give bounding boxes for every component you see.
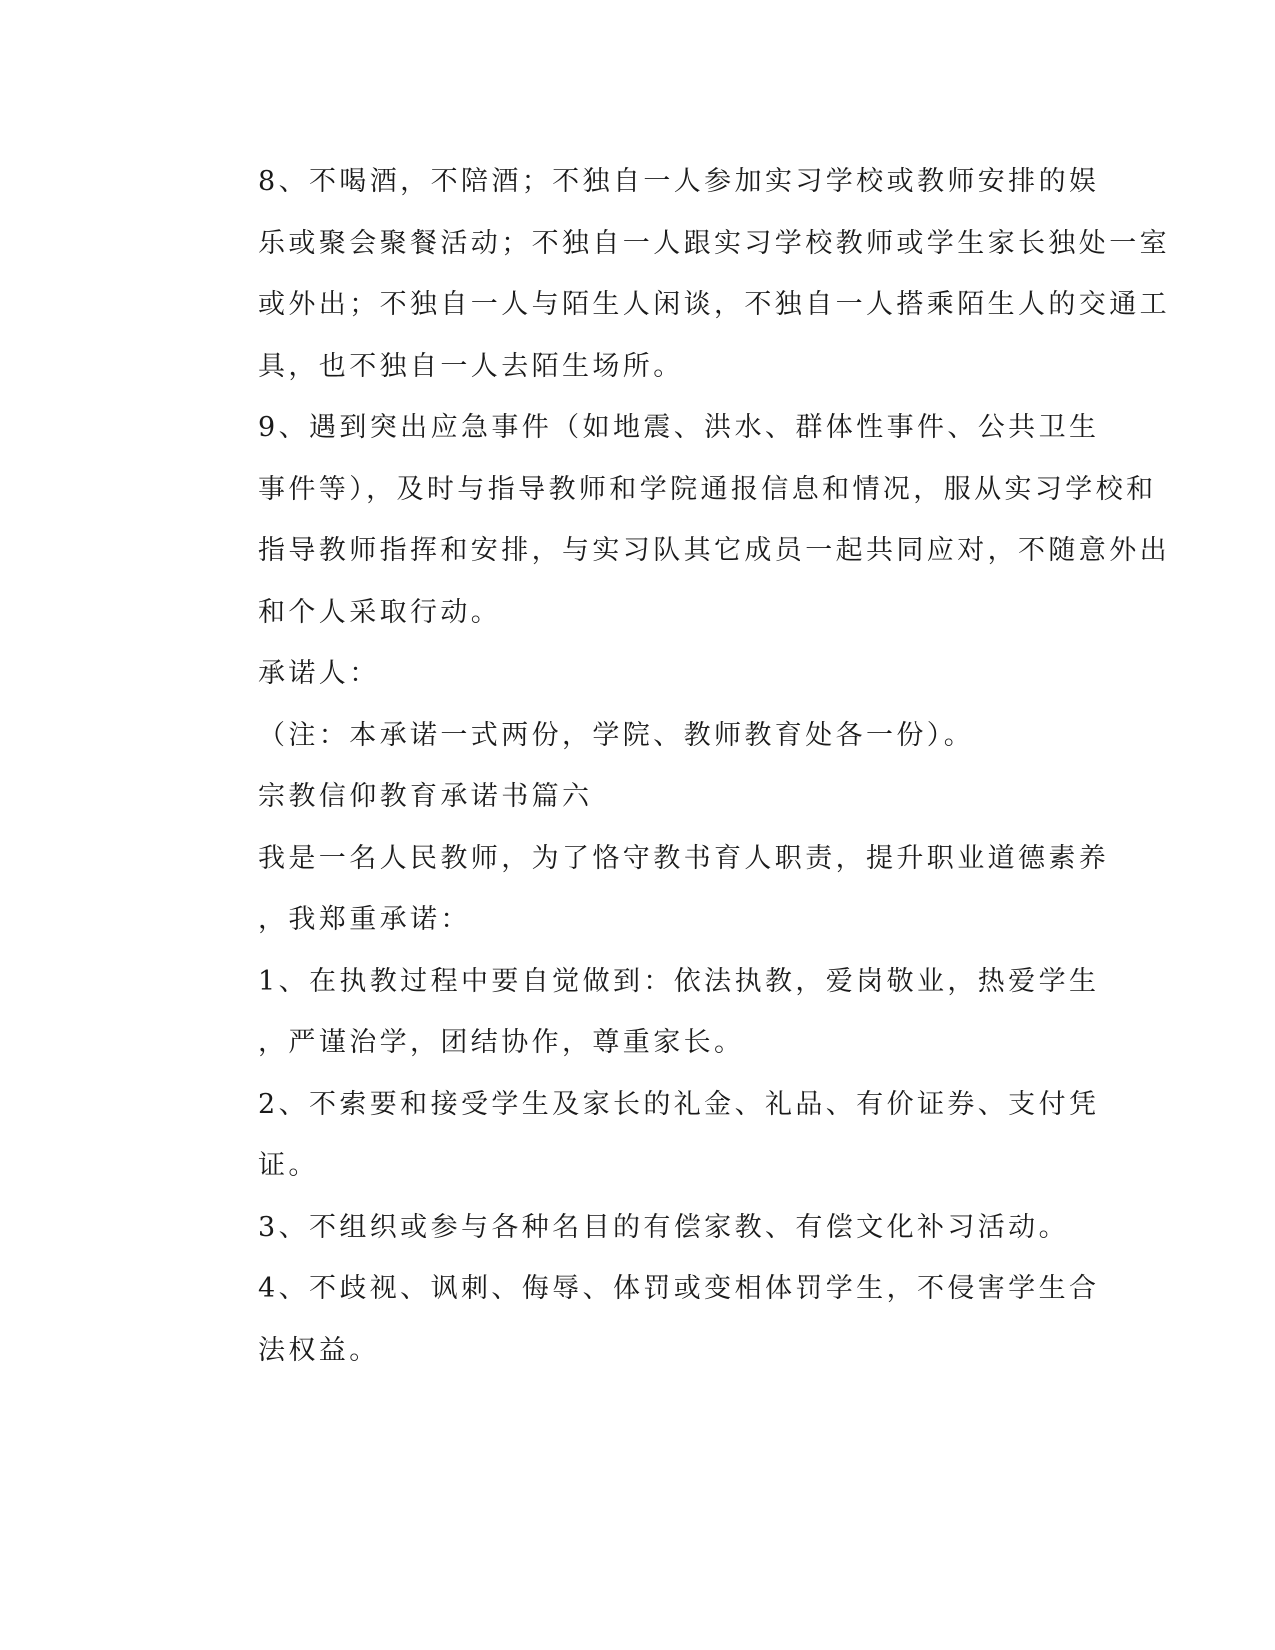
text-line: 指导教师指挥和安排，与实习队其它成员一起共同应对，不随意外出: [258, 535, 1170, 566]
paragraph-item-2: [186, 1074, 1100, 1197]
text-line: 9、遇到突出应急事件（如地震、洪水、群体性事件、公共卫生: [258, 412, 1100, 443]
paragraph-promisor: [186, 643, 1066, 705]
paragraph-item-4: [186, 1258, 1100, 1381]
text-line: 2、不索要和接受学生及家长的礼金、礼品、有价证券、支付凭: [258, 1088, 1100, 1120]
text-line: 具，也不独自一人去陌生场所。: [258, 350, 684, 382]
text-line: 1、在执教过程中要自觉做到：依法执教，爱岗敬业，热爱学生: [258, 965, 1100, 997]
paragraph-section-title: [186, 766, 1066, 828]
text-line: 和个人采取行动。: [258, 596, 502, 628]
text-line: 事件等），及时与指导教师和学院通报信息和情况，服从实习学校和: [258, 473, 1157, 505]
text-line: 法权益。: [258, 1334, 380, 1366]
paragraph-note: [186, 705, 1066, 767]
text-line: 证。: [258, 1150, 319, 1181]
text-line: （注：本承诺一式两份，学院、教师教育处各一份）。: [258, 719, 975, 751]
text-line: ，我郑重承诺：: [258, 904, 471, 935]
text-line: 宗教信仰教育承诺书篇六: [258, 781, 593, 812]
text-line: 承诺人：: [258, 658, 380, 689]
paragraph-intro: [186, 828, 1110, 951]
paragraph-item-9: [186, 397, 1170, 643]
document-body: [186, 151, 1170, 1381]
text-line: ，严谨治学，团结协作，尊重家长。: [258, 1027, 745, 1058]
paragraph-item-3: [186, 1197, 1069, 1259]
text-line: 或外出；不独自一人与陌生人闲谈，不独自一人搭乘陌生人的交通工: [258, 289, 1170, 320]
text-line: 8、不喝酒，不陪酒；不独自一人参加实习学校或教师安排的娱: [258, 166, 1100, 197]
text-line: 乐或聚会聚餐活动；不独自一人跟实习学校教师或学生家长独处一室: [258, 227, 1170, 259]
paragraph-item-8: [186, 151, 1170, 397]
text-line: 4、不歧视、讽刺、侮辱、体罚或变相体罚学生，不侵害学生合: [258, 1273, 1100, 1304]
paragraph-item-1: [186, 951, 1100, 1074]
text-line: 我是一名人民教师，为了恪守教书育人职责，提升职业道德素养: [258, 842, 1110, 874]
text-line: 3、不组织或参与各种名目的有偿家教、有偿文化补习活动。: [258, 1211, 1069, 1243]
